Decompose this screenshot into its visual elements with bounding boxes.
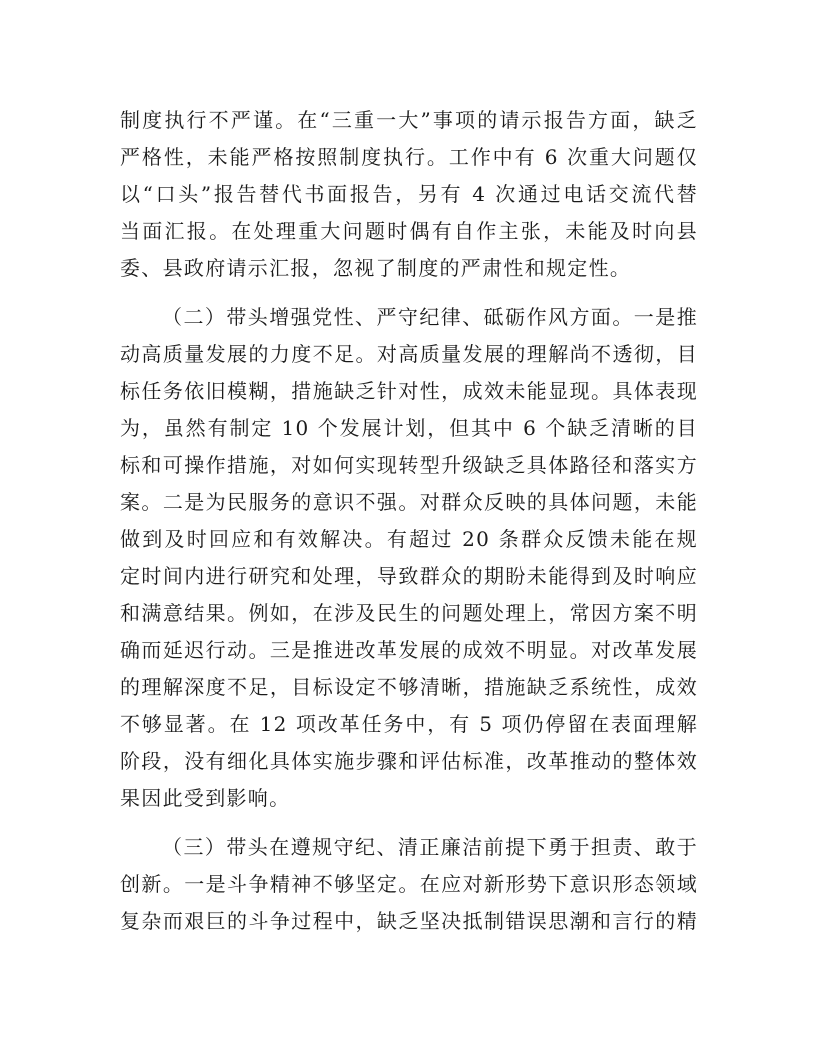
text-line: 创新。一是斗争精神不够坚定。在应对新形势下意识形态领域 [120,872,698,896]
text-line: 果因此受到影响。 [120,786,291,810]
text-line: 的理解深度不足，目标设定不够清晰，措施缺乏系统性，成效 [120,675,698,699]
paragraph-2 [120,299,698,817]
text-line: （三）带头在遵规守纪、清正廉洁前提下勇于担责、敢于 [162,835,698,859]
paragraph-spacer [120,817,698,829]
text-line: 为，虽然有制定 10 个发展计划，但其中 6 个缺乏清晰的目 [120,416,698,440]
text-line: 制度执行不严谨。在“三重一大”事项的请示报告方面，缺乏 [120,108,698,132]
text-line: 确而延迟行动。三是推进改革发展的成效不明显。对改革发展 [120,638,698,662]
text-line: 不够显著。在 12 项改革任务中，有 5 项仍停留在表面理解 [120,712,698,736]
text-line: 阶段，没有细化具体实施步骤和评估标准，改革推动的整体效 [120,749,698,773]
text-line: 当面汇报。在处理重大问题时偶有自作主张，未能及时向县 [120,219,698,243]
text-line: 委、县政府请示汇报，忽视了制度的严肃性和规定性。 [120,256,632,280]
text-line: 标任务依旧模糊，措施缺乏针对性，成效未能显现。具体表现 [120,379,698,403]
text-line: （二）带头增强党性、严守纪律、砥砺作风方面。一是推 [162,305,698,329]
paragraph-1 [120,102,698,287]
text-line: 和满意结果。例如，在涉及民生的问题处理上，常因方案不明 [120,601,698,625]
document-body [120,102,698,940]
text-line: 定时间内进行研究和处理，导致群众的期盼未能得到及时响应 [120,564,698,588]
text-line: 标和可操作措施，对如何实现转型升级缺乏具体路径和落实方 [120,453,698,477]
text-line: 复杂而艰巨的斗争过程中，缺乏坚决抵制错误思潮和言行的精 [120,909,698,933]
paragraph-spacer [120,287,698,299]
text-line: 严格性，未能严格按照制度执行。工作中有 6 次重大问题仅 [120,145,698,169]
text-line: 动高质量发展的力度不足。对高质量发展的理解尚不透彻，目 [120,342,698,366]
text-line: 做到及时回应和有效解决。有超过 20 条群众反馈未能在规 [120,527,698,551]
text-line: 案。二是为民服务的意识不强。对群众反映的具体问题，未能 [120,490,698,514]
paragraph-3 [120,829,698,940]
text-line: 以“口头”报告替代书面报告，另有 4 次通过电话交流代替 [120,182,698,206]
